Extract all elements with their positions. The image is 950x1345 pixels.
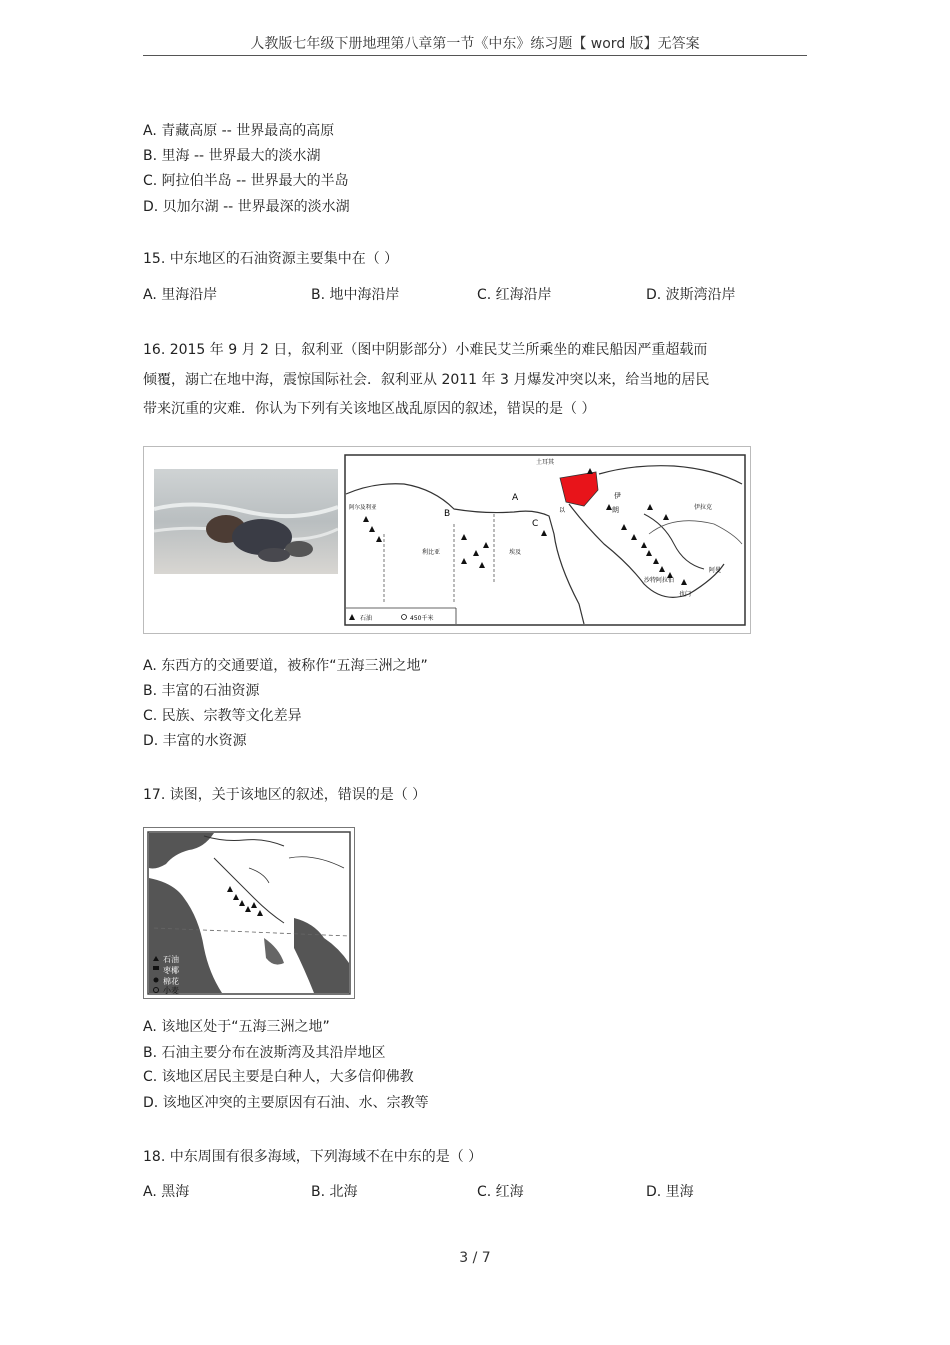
label-area-b: B: [444, 509, 451, 519]
q17-legend-oil: 石油: [163, 955, 179, 964]
page-number: 3 / 7: [459, 1250, 491, 1266]
q15-option-b: B. 地中海沿岸: [311, 287, 400, 303]
q17-option-d: D. 该地区冲突的主要原因有石油、水、宗教等: [143, 1095, 429, 1111]
q18-option-c: C. 红海: [477, 1184, 524, 1200]
q17-option-b: B. 石油主要分布在波斯湾及其沿岸地区: [143, 1045, 386, 1061]
label-egypt: 埃及: [509, 549, 522, 556]
q17-option-a: A. 该地区处于“五海三洲之地”: [143, 1019, 330, 1035]
q15-stem: 15. 中东地区的石油资源主要集中在（ ）: [143, 251, 399, 267]
q18-option-d: D. 里海: [646, 1184, 694, 1200]
q16-option-d: D. 丰富的水资源: [143, 733, 247, 749]
q18-option-a: A. 黑海: [143, 1184, 190, 1200]
q16-stem-line-3: 带来沉重的灾难．你认为下列有关该地区战乱原因的叙述，错误的是（ ）: [143, 401, 596, 417]
q17-legend-cotton: 棉花: [163, 977, 179, 986]
q17-figure: [143, 827, 355, 999]
q14-option-b: B. 里海 -- 世界最大的淡水湖: [143, 148, 321, 164]
q15-option-a: A. 里海沿岸: [143, 287, 218, 303]
q16-stem-line-1: 16. 2015 年 9 月 2 日，叙利亚（图中阴影部分）小难民艾兰所乘坐的难民船因严重超载而: [143, 342, 708, 358]
label-yemen: 也门: [679, 591, 692, 598]
refugee-photo: [154, 469, 338, 574]
label-libya: 利比亚: [422, 549, 441, 556]
legend-scale-label: 450千米: [410, 615, 434, 622]
label-area-c: C: [532, 519, 539, 529]
label-turkey: 土耳其: [536, 459, 555, 466]
label-iran-n: 伊: [614, 492, 621, 500]
label-algeria: 阿尔及利亚: [349, 505, 377, 511]
q14-option-d: D. 贝加尔湖 -- 世界最深的淡水湖: [143, 199, 350, 215]
page-header: 人教版七年级下册地理第八章第一节《中东》练习题【 word 版】无答案: [143, 33, 807, 56]
label-area-a: A: [512, 493, 519, 503]
q16-option-c: C. 民族、宗教等文化差异: [143, 708, 302, 724]
q18-option-b: B. 北海: [311, 1184, 358, 1200]
q17-map: [144, 828, 354, 998]
q17-legend-wheat: 小麦: [163, 986, 179, 995]
legend-oil-label: 石油: [360, 615, 373, 622]
label-saudi: 沙特阿拉伯: [644, 577, 675, 584]
q15-option-c: C. 红海沿岸: [477, 287, 552, 303]
label-iran-s: 朗: [612, 506, 619, 514]
label-israel: 以: [559, 507, 566, 514]
q17-option-c: C. 该地区居民主要是白种人，大多信仰佛教: [143, 1069, 414, 1085]
label-oman: 阿曼: [709, 567, 722, 574]
q15-options: [143, 284, 807, 304]
middle-east-map: [344, 454, 746, 626]
q14-option-c: C. 阿拉伯半岛 -- 世界最大的半岛: [143, 173, 349, 189]
q16-figure: [143, 446, 751, 634]
q16-option-b: B. 丰富的石油资源: [143, 683, 260, 699]
q17-stem: 17. 读图，关于该地区的叙述，错误的是（ ）: [143, 787, 427, 803]
q15-option-d: D. 波斯湾沿岸: [646, 287, 736, 303]
q18-options: [143, 1181, 807, 1201]
q16-stem-line-2: 倾覆，溺亡在地中海，震惊国际社会．叙利亚从 2011 年 3 月爆发冲突以来，给当地的居民: [143, 372, 710, 388]
q16-option-a: A. 东西方的交通要道，被称作“五海三洲之地”: [143, 658, 428, 674]
q18-stem: 18. 中东周围有很多海域，下列海域不在中东的是（ ）: [143, 1149, 483, 1165]
label-iraq: 伊拉克: [694, 504, 713, 511]
q14-option-a: A. 青藏高原 -- 世界最高的高原: [143, 123, 335, 139]
q17-legend-date-palm: 枣椰: [163, 966, 179, 975]
